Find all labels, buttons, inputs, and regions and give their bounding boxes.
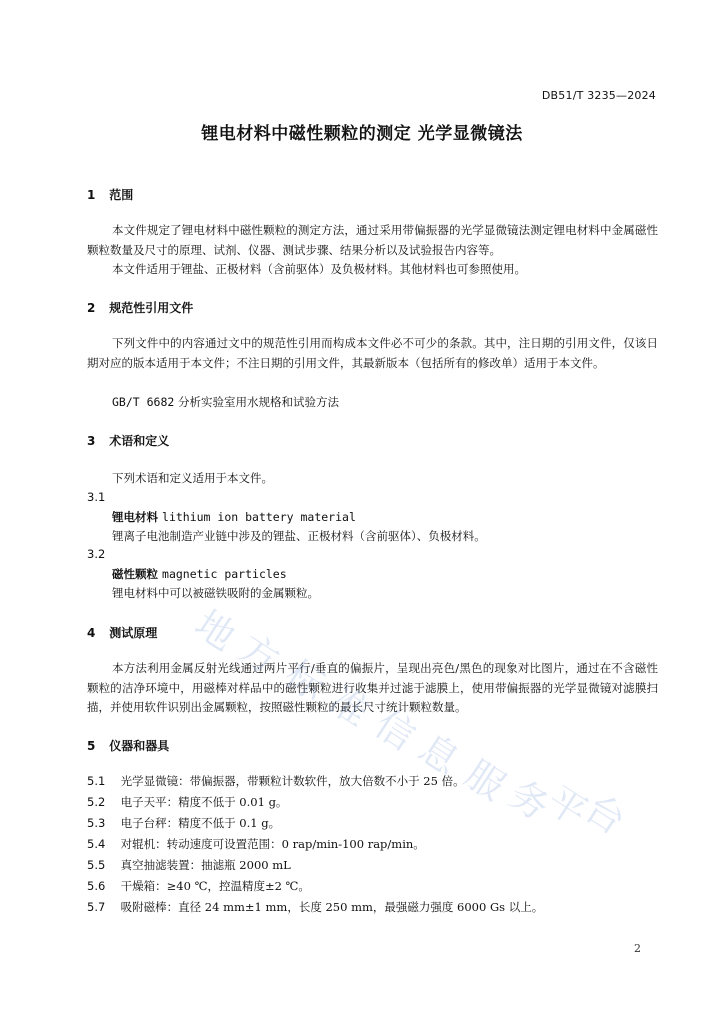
item-number: 5.5	[87, 858, 106, 872]
watermark-char: 信	[367, 701, 424, 760]
item-text: 电子台秤：精度不低于 0.1 g。	[120, 816, 281, 830]
term-name-en: lithium ion battery material	[162, 510, 356, 524]
term-definition: 锂离子电池制造产业链中涉及的锂盐、正极材料（含前驱体）、负极材料。	[112, 529, 486, 543]
section-title: 测试原理	[109, 626, 158, 640]
section-number: 1	[87, 188, 96, 202]
term-definition: 锂电材料中可以被磁铁吸附的金属颗粒。	[112, 586, 319, 600]
section-2-heading	[87, 299, 193, 316]
term-number: 3.1	[87, 490, 106, 504]
section-4-heading	[87, 624, 157, 641]
reference-title: 分析实验室用水规格和试验方法	[177, 395, 339, 409]
term-name-cn: 锂电材料	[112, 510, 158, 524]
term-name-cn: 磁性颗粒	[112, 567, 158, 581]
section-5-heading	[87, 737, 169, 754]
section-title: 范围	[109, 188, 134, 202]
watermark-char: 务	[501, 771, 558, 830]
item-text: 对辊机：转动速度可设置范围：0 rap/min-100 rap/min。	[120, 837, 425, 851]
item-text: 电子天平：精度不低于 0.01 g。	[120, 795, 288, 809]
term-name-en: magnetic particles	[162, 567, 287, 581]
item-number: 5.6	[87, 879, 106, 893]
term-number: 3.2	[87, 547, 106, 561]
section-title: 规范性引用文件	[109, 301, 194, 315]
item-number: 5.7	[87, 900, 106, 914]
reference-code: GB/T 6682	[112, 395, 175, 409]
section-3-heading	[87, 432, 169, 449]
item-text: 干燥箱：≥40 ℃，控温精度±2 ℃。	[120, 879, 310, 893]
watermark-char: 台	[577, 785, 634, 844]
item-text: 吸附磁棒：直径 24 mm±1 mm，长度 250 mm，最强磁力强度 6000 Gs 以上。	[120, 900, 544, 914]
watermark-char: 方	[231, 625, 288, 684]
term-name	[112, 566, 287, 582]
watermark-char: 准	[321, 677, 378, 736]
normative-reference	[112, 394, 339, 410]
item-number: 5.3	[87, 816, 106, 830]
item-text: 光学显微镜：带偏振器，带颗粒计数软件，放大倍数不小于 25 倍。	[120, 774, 465, 788]
equipment-item	[87, 878, 310, 894]
section-title: 仪器和器具	[109, 739, 170, 753]
paragraph: 本方法利用金属反射光线通过两片平行/垂直的偏振片，呈现出亮色/黑色的现象对比图片，通过在不含磁性颗粒的洁净环境中，用磁棒对样品中的磁性颗粒进行收集并过滤于滤膜上，使用带偏振器的光学显微镜对滤膜扫描，并使用软件识别出金属颗粒，按照磁性颗粒的最长尺寸统计颗粒数量。	[87, 661, 658, 714]
section-number: 2	[87, 301, 96, 315]
section-number: 3	[87, 434, 96, 448]
equipment-item	[87, 815, 280, 831]
item-number: 5.4	[87, 837, 106, 851]
paragraph: 下列文件中的内容通过文中的规范性引用而构成本文件必不可少的条款。其中，注日期的引用文件，仅该日期对应的版本适用于本文件；不注日期的引用文件，其最新版本（包括所有的修改单）适用于本文件。	[87, 336, 658, 370]
item-number: 5.1	[87, 774, 106, 788]
item-number: 5.2	[87, 795, 106, 809]
section-number: 5	[87, 739, 96, 753]
term-name	[112, 509, 356, 525]
equipment-item	[87, 836, 425, 852]
section-1-heading	[87, 186, 133, 203]
paragraph: 本文件规定了锂电材料中磁性颗粒的测定方法，通过采用带偏振器的光学显微镜法测定锂电材料中金属磁性颗粒数量及尺寸的原理、试剂、仪器、测试步骤、结果分析以及试验报告内容等。	[87, 223, 658, 257]
document-code: DB51/T 3235—2024	[541, 89, 656, 102]
equipment-item	[87, 857, 291, 873]
page-number: 2	[634, 942, 641, 955]
watermark-char: 标	[277, 651, 334, 710]
terms-intro: 下列术语和定义适用于本文件。	[112, 471, 273, 485]
item-text: 真空抽滤装置：抽滤瓶 2000 mL	[120, 858, 291, 872]
document-title: 锂电材料中磁性颗粒的测定 光学显微镜法	[201, 124, 523, 144]
equipment-item	[87, 899, 543, 915]
watermark-char: 服	[457, 751, 514, 810]
watermark-char: 地	[187, 601, 244, 660]
equipment-item	[87, 794, 287, 810]
section-title: 术语和定义	[109, 434, 170, 448]
section-number: 4	[87, 626, 96, 640]
equipment-item	[87, 773, 465, 789]
paragraph: 本文件适用于锂盐、正极材料（含前驱体）及负极材料。其他材料也可参照使用。	[112, 262, 526, 276]
watermark-char: 息	[411, 725, 468, 784]
watermark-char: 平	[539, 777, 596, 836]
